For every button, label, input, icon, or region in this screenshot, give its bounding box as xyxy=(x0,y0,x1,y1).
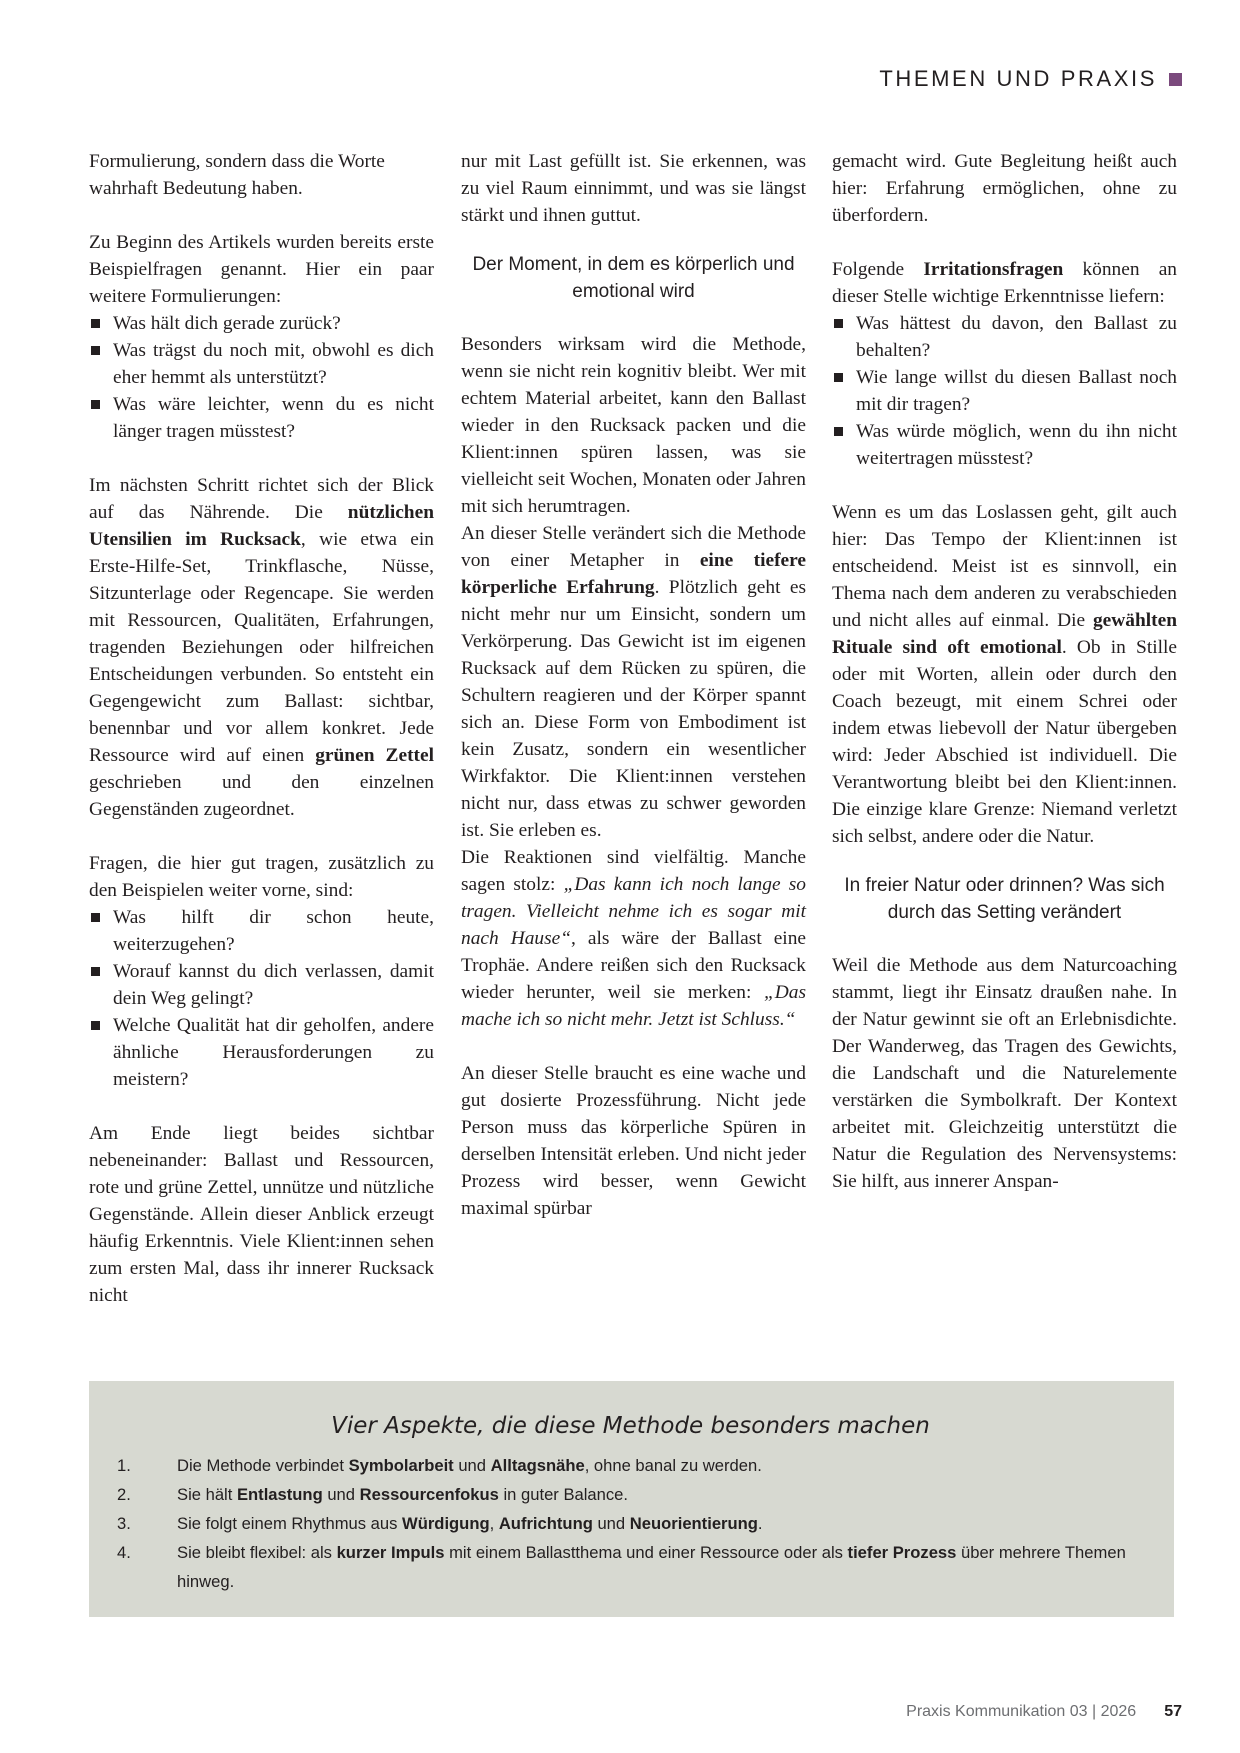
list-item: 1. Die Methode verbindet Symbolarbeit und Alltagsnähe, ohne banal zu werden. xyxy=(117,1456,762,1475)
text-column-2 xyxy=(461,148,806,1222)
list-item: Was würde möglich, wenn du ihn nicht weitertragen müsstest? xyxy=(832,418,1177,472)
question-list xyxy=(89,904,434,1093)
list-item: 2. Sie hält Entlastung und Ressourcenfokus in guter Balance. xyxy=(117,1485,629,1504)
paragraph: Weil die Methode aus dem Naturcoaching stammt, liegt ihr Einsatz draußen nahe. In der Natur gewinnt sie oft an Erlebnisdichte. Der Wanderweg, das Tragen des Gewichts, die Landschaft und die Naturelemente verstärken die Symbolkraft. Der Kontext arbeitet mit. Gleichzeitig unterstützt die Natur die Regulation des Nervensystems: Sie hilft, aus innerer Anspan- xyxy=(832,955,1177,1192)
bold-text: eine tiefere körperliche Erfahrung xyxy=(461,550,806,598)
publication-info: Praxis Kommunikation 03 | 2026 xyxy=(906,1703,1137,1720)
paragraph: Fragen, die hier gut tragen, zusätzlich zu den Beispielen weiter vorne, sind: xyxy=(89,853,434,901)
paragraph: Am Ende liegt beides sichtbar nebeneinander: Ballast und Ressourcen, rote und grüne Zettel, unnütze und nützliche Gegenstände. Allein dieser Anblick erzeugt häufig Erkenntnis. Viele Klient:innen sehen zum ersten Mal, dass ihr innerer Rucksack nicht xyxy=(89,1123,434,1306)
paragraph: gemacht wird. Gute Begleitung heißt auch hier: Erfahrung ermöglichen, ohne zu überfordern. xyxy=(832,151,1177,226)
paragraph: Folgende Irritationsfragen können an dieser Stelle wichtige Erkenntnisse liefern: xyxy=(832,259,1177,307)
list-item: Wie lange willst du diesen Ballast noch mit dir tragen? xyxy=(832,364,1177,418)
subheading: In freier Natur oder drinnen? Was sich durch das Setting verändert xyxy=(844,875,1165,923)
bold-text: grünen Zettel xyxy=(315,745,434,766)
info-box xyxy=(89,1381,1174,1617)
bold-text: Irritationsfragen xyxy=(923,259,1064,280)
bold-text: nützlichen Utensilien im Rucksack xyxy=(89,502,434,550)
quote-text: „Das mache ich so nicht mehr. Jetzt ist Schluss.“ xyxy=(461,982,806,1030)
list-item: Was trägst du noch mit, obwohl es dich eher hemmt als unterstützt? xyxy=(89,337,434,391)
list-item: Was hält dich gerade zurück? xyxy=(89,310,434,337)
paragraph: Im nächsten Schritt richtet sich der Blick auf das Nährende. Die nützlichen Utensilien im Rucksack, wie etwa ein Erste-Hilfe-Set, Trinkflasche, Nüsse, Sitzunterlage oder Regencape. Sie werden mit Ressourcen, Qualitäten, Erfahrungen, tragenden Beziehungen oder hilfreichen Entscheidungen verbunden. So entsteht ein Gegengewicht zum Ballast: sichtbar, benennbar und vor allem konkret. Jede Ressource wird auf einen grünen Zettel geschrieben und den einzelnen Gegenständen zugeordnet. xyxy=(89,475,434,820)
aspect-list xyxy=(117,1451,1144,1596)
question-list xyxy=(89,310,434,445)
paragraph: An dieser Stelle verändert sich die Methode von einer Metapher in eine tiefere körperliche Erfahrung. Plötzlich geht es nicht mehr nur um Einsicht, sondern um Verkörperung. Das Gewicht ist im eigenen Rucksack auf dem Rücken zu spüren, die Schultern reagieren und der Körper spannt sich an. Diese Form von Embodiment ist kein Zusatz, sondern ein wesentlicher Wirkfaktor. Die Klient:innen verstehen nicht nur, dass etwas zu schwer geworden ist. Sie erleben es. xyxy=(461,523,806,841)
list-item: Was hilft dir schon heute, weiterzugehen? xyxy=(89,904,434,958)
text-column-3 xyxy=(832,148,1177,1195)
list-item: Worauf kannst du dich verlassen, damit dein Weg gelingt? xyxy=(89,958,434,1012)
list-item: Was hättest du davon, den Ballast zu behalten? xyxy=(832,310,1177,364)
paragraph: nur mit Last gefüllt ist. Sie erkennen, was zu viel Raum einnimmt, und was sie längst stärkt und ihnen guttut. xyxy=(461,151,806,226)
paragraph: An dieser Stelle braucht es eine wache und gut dosierte Prozessführung. Nicht jede Person muss das körperliche Spüren in derselben Intensität erleben. Und nicht jeder Prozess wird besser, wenn Gewicht maximal spürbar xyxy=(461,1063,806,1219)
list-item: 3. Sie folgt einem Rhythmus aus Würdigung, Aufrichtung und Neuorientierung. xyxy=(117,1514,763,1533)
bold-text: gewählten Rituale sind oft emotional xyxy=(832,610,1177,658)
paragraph: Formulierung, sondern dass die Worte wahrhaft Bedeutung haben. xyxy=(89,151,385,199)
paragraph: Die Reaktionen sind vielfältig. Manche sagen stolz: „Das kann ich noch lange so tragen. Vielleicht nehme ich es sogar mit nach Hause“, als wäre der Ballast eine Trophäe. Andere reißen sich den Rucksack wieder herunter, weil sie merken: „Das mache ich so nicht mehr. Jetzt ist Schluss.“ xyxy=(461,847,806,1030)
section-square-icon xyxy=(1169,73,1182,86)
list-item: 4. Sie bleibt flexibel: als kurzer Impuls mit einem Ballastthema und einer Ressource oder als tiefer Prozess über mehrere Themen hinweg. xyxy=(117,1543,1126,1591)
text-column-1 xyxy=(89,148,434,1309)
question-list xyxy=(832,310,1177,472)
section-header xyxy=(879,66,1182,92)
subheading: Der Moment, in dem es körperlich und emotional wird xyxy=(472,254,795,302)
paragraph: Zu Beginn des Artikels wurden bereits erste Beispielfragen genannt. Hier ein paar weitere Formulierungen: xyxy=(89,232,434,307)
paragraph: Besonders wirksam wird die Methode, wenn sie nicht rein kognitiv bleibt. Wer mit echtem Material arbeitet, kann den Ballast wieder in den Rucksack packen und die Klient:innen spüren lassen, was sie vielleicht seit Wochen, Monaten oder Jahren mit sich herumtragen. xyxy=(461,334,806,517)
section-title: THEMEN UND PRAXIS xyxy=(879,66,1157,91)
page-footer xyxy=(906,1703,1182,1721)
list-item: Welche Qualität hat dir geholfen, andere ähnliche Herausforderungen zu meistern? xyxy=(89,1012,434,1093)
list-item: Was wäre leichter, wenn du es nicht länger tragen müsstest? xyxy=(89,391,434,445)
paragraph: Wenn es um das Loslassen geht, gilt auch hier: Das Tempo der Klient:innen ist entscheidend. Meist ist es sinnvoll, ein Thema nach dem anderen zu verabschieden und nicht alles auf einmal. Die gewählten Rituale sind oft emotional. Ob in Stille oder mit Worten, allein oder durch den Coach bezeugt, mit einem Schrei oder indem etwas liebevoll der Natur übergeben wird: Jeder Abschied ist individuell. Die Verantwortung bleibt bei den Klient:innen. Die einzige klare Grenze: Niemand verletzt sich selbst, andere oder die Natur. xyxy=(832,502,1177,847)
page-number: 57 xyxy=(1164,1703,1182,1720)
info-box-title: Vier Aspekte, die diese Methode besonders machen xyxy=(331,1413,930,1439)
quote-text: „Das kann ich noch lange so tragen. Vielleicht nehme ich es sogar mit nach Hause“ xyxy=(461,874,806,949)
